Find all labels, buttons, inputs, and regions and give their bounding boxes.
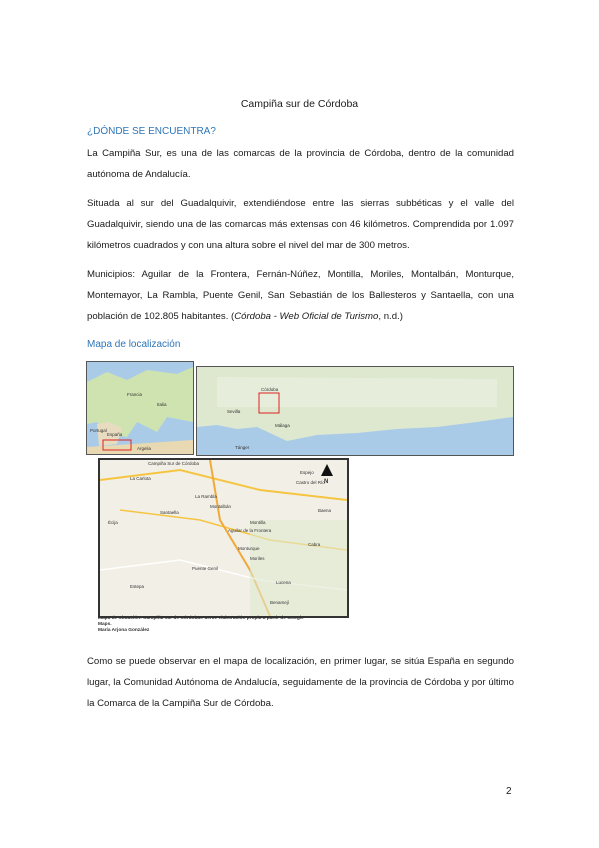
label-monturque: Monturque xyxy=(238,546,260,551)
label-ecija: Écija xyxy=(108,520,118,525)
label-argelia: Argelia xyxy=(137,446,152,451)
page-number: 2 xyxy=(506,786,512,797)
section-heading-map: Mapa de localización xyxy=(87,339,181,350)
paragraph-map-description: Como se puede observar en el mapa de localización, en primer lugar, se sitúa España en segundo lugar, la Comunidad Autónoma de Andalucía, seguidamente de la provincia de Córdoba y por último la Comarca de la Campiña Sur de Córdoba. xyxy=(87,656,514,709)
campina-detail-map xyxy=(98,458,349,618)
label-aguilar: Aguilar de la Frontera xyxy=(228,528,272,533)
label-espejo: Espejo xyxy=(300,470,314,475)
europe-map xyxy=(86,361,194,455)
paragraph-municipalities xyxy=(87,264,514,327)
label-castro-del-rio: Castro del Río xyxy=(296,480,325,485)
andalucia-map xyxy=(196,366,514,456)
map-caption-line-1: Mapa de Situación: Campiña sur de Córdoba.Fuente elaboración propia a partir de Google xyxy=(98,616,304,621)
label-italia: Italia xyxy=(157,402,167,407)
label-estepa: Estepa xyxy=(130,584,145,589)
label-tanger: Tánger xyxy=(235,445,250,450)
label-baena: Baena xyxy=(318,508,332,513)
map-caption xyxy=(98,616,304,634)
label-la-rambla: La Rambla xyxy=(195,494,217,499)
europe-map-graphic xyxy=(87,362,193,454)
page-title: Campiña sur de Córdoba xyxy=(240,98,359,110)
andalucia-map-graphic xyxy=(197,367,513,455)
label-sevilla: Sevilla xyxy=(227,409,241,414)
section-heading-where: ¿DÓNDE SE ENCUENTRA? xyxy=(87,126,216,137)
label-santaella: Santaella xyxy=(160,510,179,515)
label-benameji: Benamejí xyxy=(270,600,290,605)
label-montalban: Montalbán xyxy=(210,504,232,509)
citation-tail: , n.d.) xyxy=(378,311,403,322)
label-malaga: Málaga xyxy=(275,423,290,428)
label-cabra: Cabra xyxy=(308,542,321,547)
label-moriles: Moriles xyxy=(250,556,265,561)
citation-source: Córdoba - Web Oficial de Turismo xyxy=(234,311,379,322)
map-caption-line-2: Maps. xyxy=(98,622,112,627)
municipalities-text: Municipios: Aguilar de la Frontera, Fernán-Núñez, Montilla, Moriles, Montalbán, Monturque, Montemayor, La Rambla, Puente Genil, San Sebastián de los Ballesteros y Santaella, con una población de 102.805 habitantes. ( xyxy=(87,269,514,322)
north-label: N xyxy=(324,479,329,485)
label-portugal: Portugal xyxy=(90,428,107,433)
label-francia: Francia xyxy=(127,392,143,397)
label-espana: España xyxy=(107,432,123,437)
label-la-carlota: La Carlota xyxy=(130,476,151,481)
paragraph-intro: La Campiña Sur, es una de las comarcas de la provincia de Córdoba, dentro de la comunidad autónoma de Andalucía. xyxy=(87,148,514,180)
paragraph-location: Situada al sur del Guadalquivir, extendiéndose entre las sierras subbéticas y el valle del Guadalquivir, siendo una de las comarcas más extensas con 46 kilómetros. Comprendida por 1.097 kilómetros cuadrados y con una altura sobre el nivel del mar de 300 metros. xyxy=(87,198,514,251)
label-montilla: Montilla xyxy=(250,520,266,525)
map-caption-line-3: María Arjona González xyxy=(98,628,150,633)
label-campina-sur: Campiña Sur de Córdoba xyxy=(148,461,200,466)
label-puente-genil: Puente Genil xyxy=(192,566,219,571)
label-cordoba: Córdoba xyxy=(261,387,279,392)
label-lucena: Lucena xyxy=(276,580,291,585)
